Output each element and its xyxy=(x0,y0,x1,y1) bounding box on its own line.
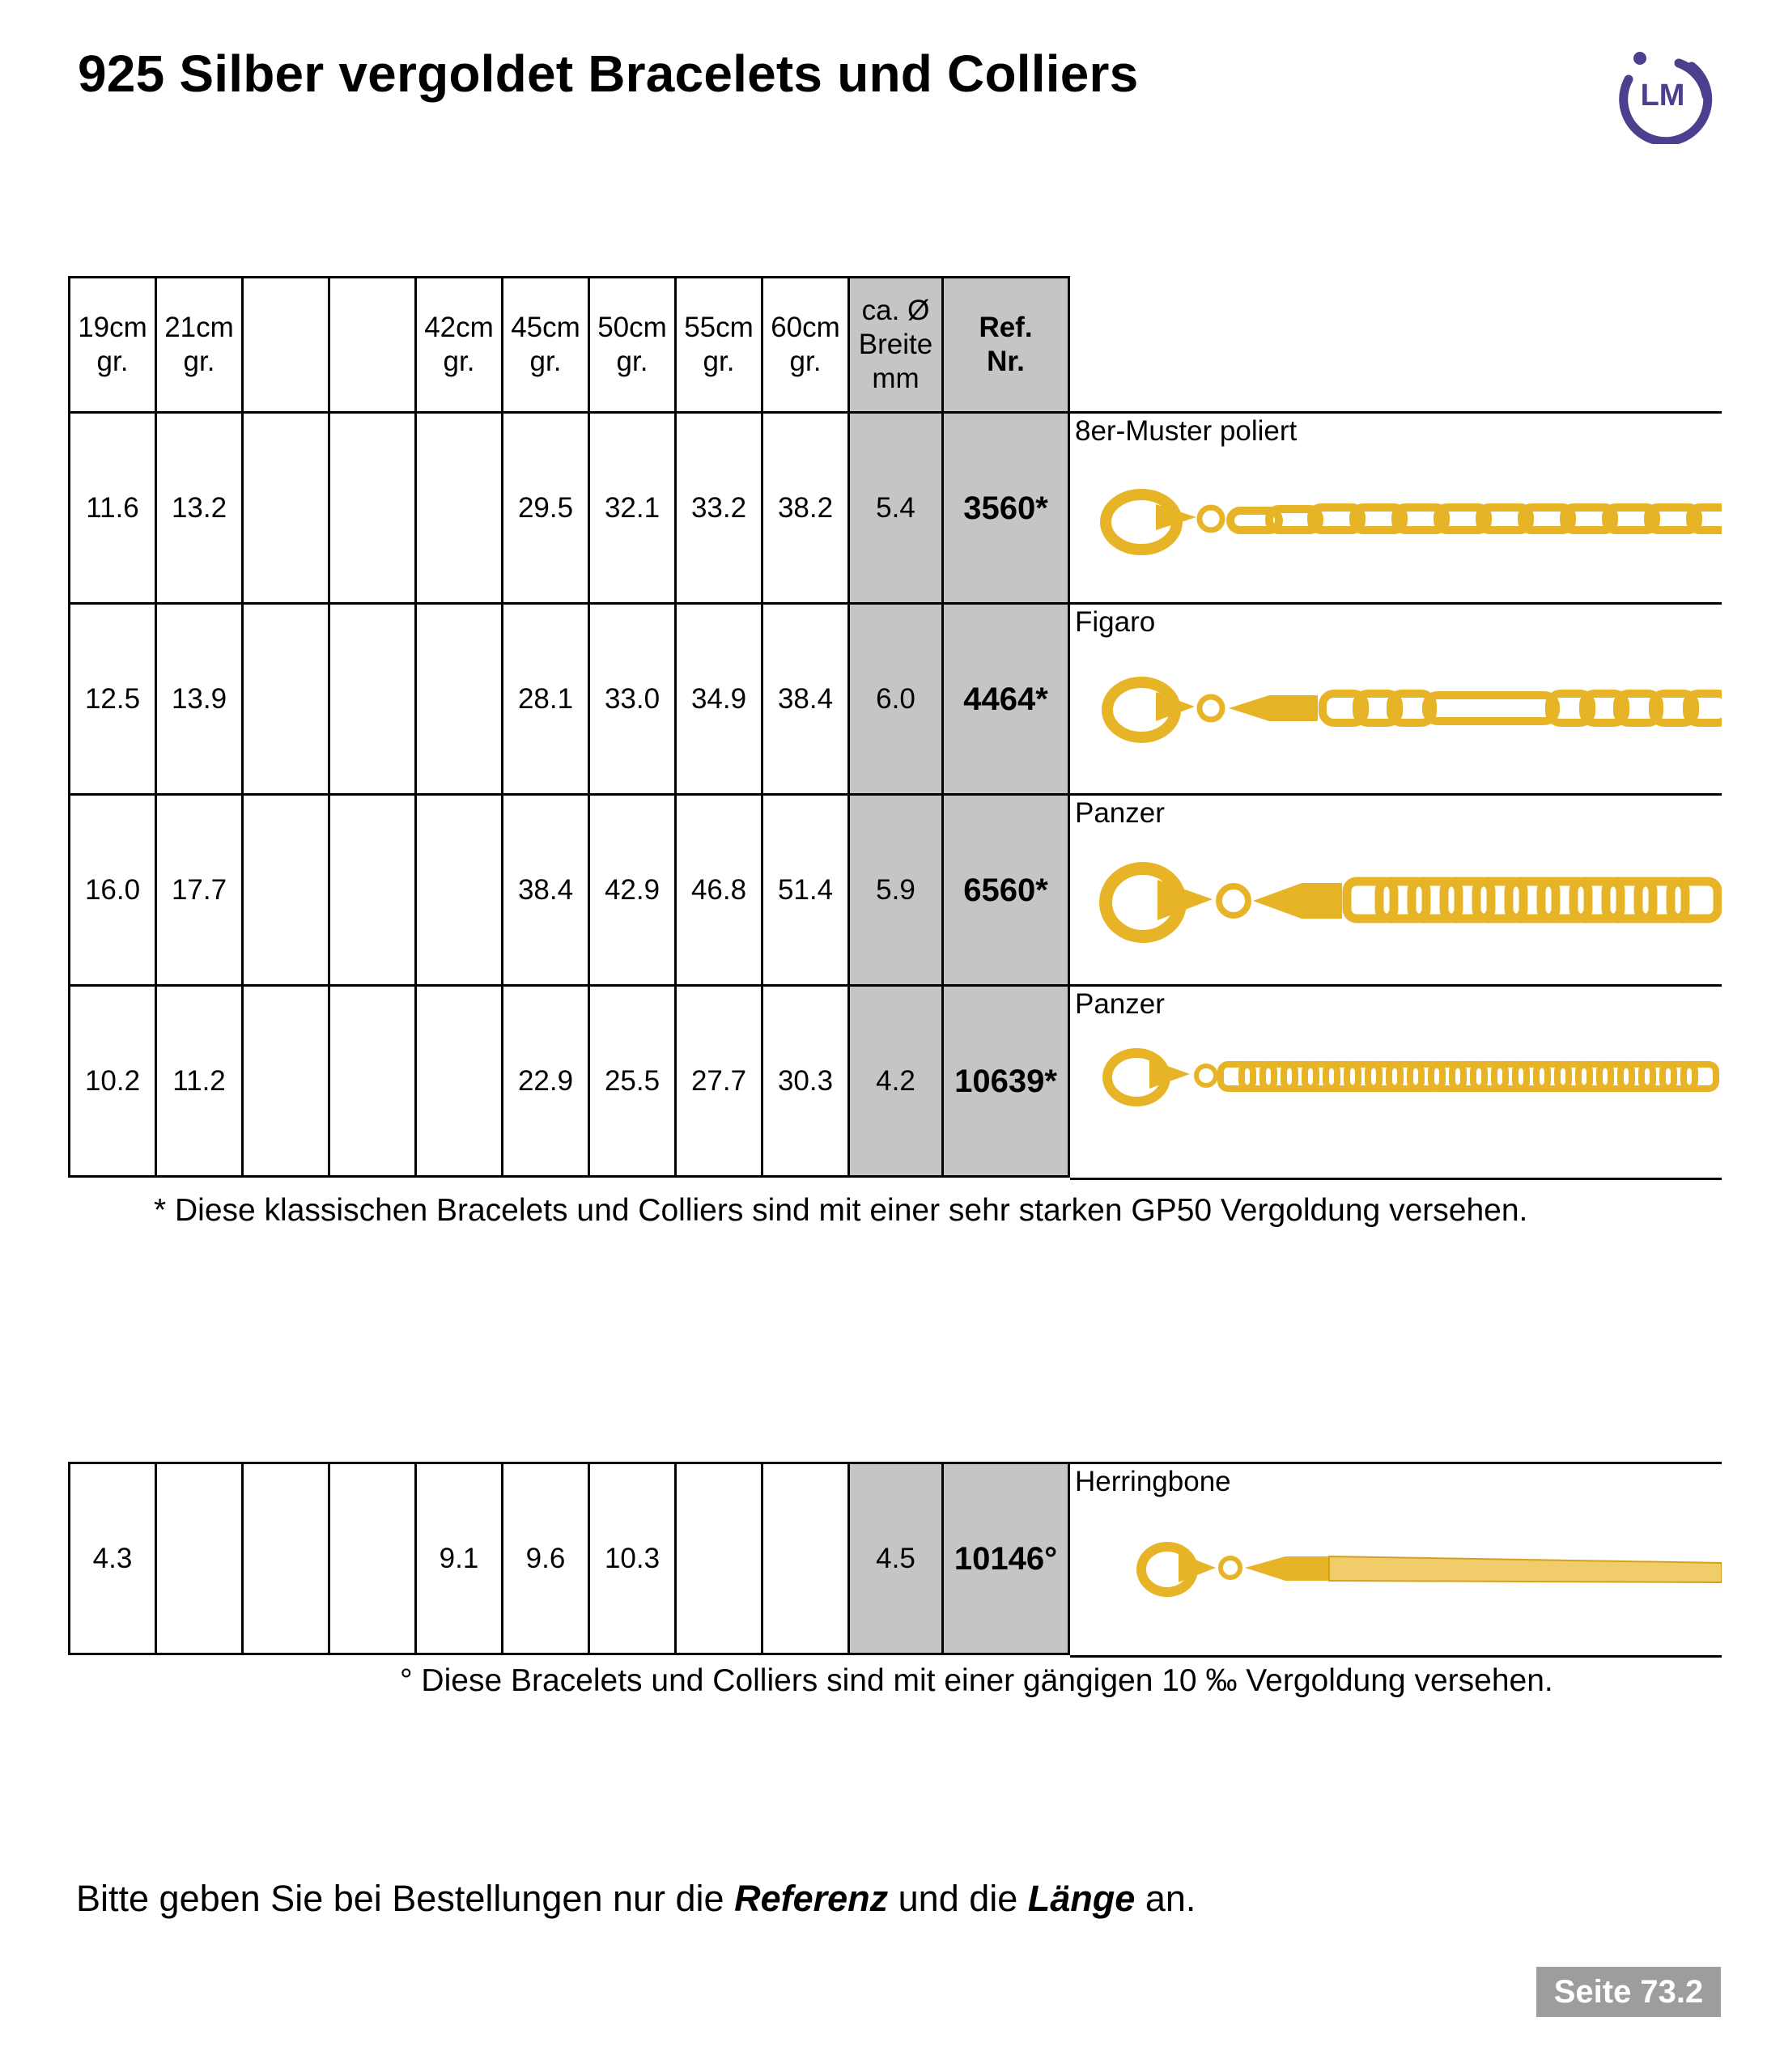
cell-weight xyxy=(329,1463,416,1654)
svg-text:LM: LM xyxy=(1640,79,1685,113)
header-col-empty-2 xyxy=(329,278,416,413)
cell-weight xyxy=(243,1463,329,1654)
cell-width: 6.0 xyxy=(849,604,943,795)
header-col-45cm: 45cm gr. xyxy=(503,278,589,413)
chain-figaro-icon xyxy=(1099,669,1722,750)
header-col-21cm: 21cm gr. xyxy=(156,278,243,413)
cell-weight: 30.3 xyxy=(762,986,849,1177)
cell-weight xyxy=(329,413,416,604)
cell-width: 4.2 xyxy=(849,986,943,1177)
table-row xyxy=(70,1463,1069,1654)
cell-ref: 4464* xyxy=(943,604,1069,795)
page-number-badge: Seite 73.2 xyxy=(1536,1967,1721,2017)
cell-weight xyxy=(329,986,416,1177)
header-col-50cm: 50cm gr. xyxy=(589,278,676,413)
header-col-60cm: 60cm gr. xyxy=(762,278,849,413)
cell-weight: 22.9 xyxy=(503,986,589,1177)
note-gp50: * Diese klassischen Bracelets und Colliers sind mit einer sehr starken GP50 Vergoldung versehen. xyxy=(154,1193,1528,1228)
cell-weight: 38.2 xyxy=(762,413,849,604)
header-col-19cm: 19cm gr. xyxy=(70,278,156,413)
table-row xyxy=(70,604,1069,795)
chain-name: Panzer xyxy=(1075,988,1165,1020)
cell-ref: 10639* xyxy=(943,986,1069,1177)
header-col-42cm: 42cm gr. xyxy=(416,278,503,413)
cell-weight: 11.2 xyxy=(156,986,243,1177)
cell-weight: 10.3 xyxy=(589,1463,676,1654)
chain-herringbone-icon xyxy=(1135,1535,1722,1600)
cell-weight xyxy=(329,795,416,986)
cell-weight: 28.1 xyxy=(503,604,589,795)
cell-weight xyxy=(416,795,503,986)
cell-ref: 3560* xyxy=(943,413,1069,604)
chain-cell xyxy=(1070,411,1722,605)
cell-weight: 9.1 xyxy=(416,1463,503,1654)
header-col-55cm: 55cm gr. xyxy=(676,278,762,413)
cell-weight: 13.2 xyxy=(156,413,243,604)
cell-weight: 10.2 xyxy=(70,986,156,1177)
cell-weight xyxy=(416,604,503,795)
header-col-width: ca. Ø Breite mm xyxy=(849,278,943,413)
table-row xyxy=(70,413,1069,604)
cell-weight xyxy=(416,413,503,604)
cell-width: 5.9 xyxy=(849,795,943,986)
cell-weight: 32.1 xyxy=(589,413,676,604)
cell-weight: 27.7 xyxy=(676,986,762,1177)
cell-weight: 51.4 xyxy=(762,795,849,986)
chain-cell xyxy=(1070,1462,1722,1658)
chain-name: Panzer xyxy=(1075,797,1165,829)
cell-weight: 16.0 xyxy=(70,795,156,986)
price-table-main xyxy=(68,276,1070,1178)
cell-width: 5.4 xyxy=(849,413,943,604)
table-row xyxy=(70,795,1069,986)
cell-weight: 38.4 xyxy=(503,795,589,986)
note-10-permille: ° Diese Bracelets und Colliers sind mit einer gängigen 10 ‰ Vergoldung versehen. xyxy=(400,1663,1553,1698)
cell-weight: 34.9 xyxy=(676,604,762,795)
cell-weight: 42.9 xyxy=(589,795,676,986)
cell-weight xyxy=(243,986,329,1177)
cell-weight: 11.6 xyxy=(70,413,156,604)
cell-ref: 10146° xyxy=(943,1463,1069,1654)
header-col-ref: Ref. Nr. xyxy=(943,278,1069,413)
cell-weight: 13.9 xyxy=(156,604,243,795)
cell-weight xyxy=(329,604,416,795)
header-col-empty-1 xyxy=(243,278,329,413)
chain-cell xyxy=(1070,793,1722,987)
chain-name: 8er-Muster poliert xyxy=(1075,415,1298,447)
chain-8er-icon xyxy=(1099,480,1722,561)
cell-weight: 33.2 xyxy=(676,413,762,604)
cell-weight: 38.4 xyxy=(762,604,849,795)
cell-weight xyxy=(243,795,329,986)
chain-cell xyxy=(1070,984,1722,1180)
cell-weight xyxy=(243,413,329,604)
price-table-herringbone xyxy=(68,1462,1070,1655)
order-instruction: Bitte geben Sie bei Bestellungen nur die Referenz und die Länge an. xyxy=(76,1878,1196,1919)
page-title: 925 Silber vergoldet Bracelets und Colliers xyxy=(78,45,1139,103)
cell-weight: 29.5 xyxy=(503,413,589,604)
cell-weight xyxy=(156,1463,243,1654)
chain-panzer-icon xyxy=(1099,852,1722,949)
cell-weight: 9.6 xyxy=(503,1463,589,1654)
cell-weight: 12.5 xyxy=(70,604,156,795)
table-header-row xyxy=(70,278,1069,413)
chain-cell xyxy=(1070,602,1722,796)
chain-name: Figaro xyxy=(1075,606,1156,638)
cell-weight: 25.5 xyxy=(589,986,676,1177)
cell-width: 4.5 xyxy=(849,1463,943,1654)
cell-weight: 33.0 xyxy=(589,604,676,795)
lm-logo xyxy=(1611,47,1718,144)
cell-weight xyxy=(762,1463,849,1654)
cell-weight xyxy=(243,604,329,795)
cell-weight: 17.7 xyxy=(156,795,243,986)
cell-weight: 4.3 xyxy=(70,1463,156,1654)
chain-name: Herringbone xyxy=(1075,1466,1231,1497)
cell-weight xyxy=(416,986,503,1177)
cell-ref: 6560* xyxy=(943,795,1069,986)
table-row xyxy=(70,986,1069,1177)
cell-weight: 46.8 xyxy=(676,795,762,986)
cell-weight xyxy=(676,1463,762,1654)
chain-panzer-icon xyxy=(1099,1038,1722,1111)
